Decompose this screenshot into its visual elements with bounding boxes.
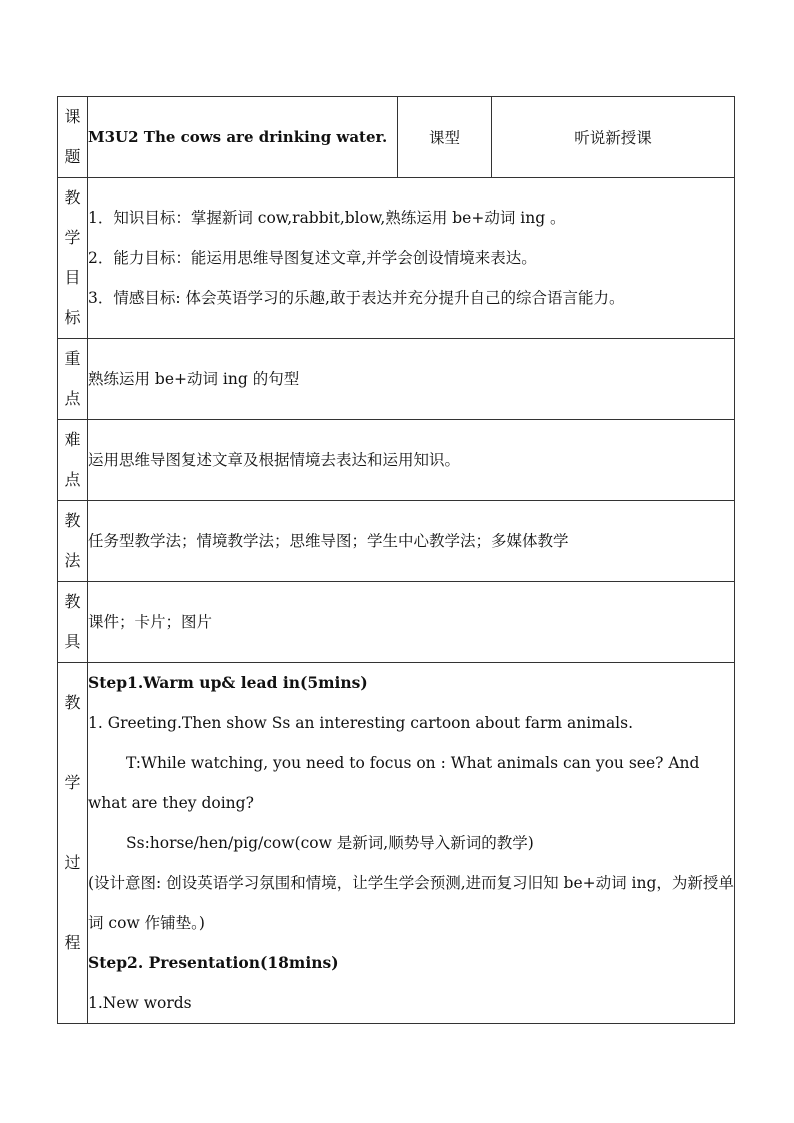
lesson-plan-table: [57, 96, 735, 1024]
objective-knowledge: 1．知识目标：掌握新词 cow,rabbit,blow,熟练运用 be+动词 ing 。: [88, 209, 566, 227]
teacher-prompt: T:While watching, you need to focus on : What animals can you see? And what are they doing?: [88, 754, 700, 812]
step2-heading: Step2. Presentation(18mins): [88, 953, 339, 972]
process-row: [58, 663, 735, 1024]
difficulties-label: 难 点: [58, 420, 88, 501]
objectives-label: 教 学 目 标: [58, 178, 88, 339]
objectives-row: [58, 178, 735, 339]
tools-text: 课件；卡片；图片: [88, 582, 735, 663]
objectives-content: [88, 178, 735, 339]
process-label: 教 学 过 程: [58, 663, 88, 1024]
students-answer: Ss:horse/hen/pig/cow(cow 是新词,顺势导入新词的教学): [126, 834, 534, 852]
difficulties-text: 运用思维导图复述文章及根据情境去表达和运用知识。: [88, 420, 735, 501]
key-points-text: 熟练运用 be+动词 ing 的句型: [88, 339, 735, 420]
step1-heading: Step1.Warm up& lead in(5mins): [88, 673, 368, 692]
new-words-line: 1.New words: [88, 994, 192, 1012]
methods-label: 教 法: [58, 501, 88, 582]
methods-text: 任务型教学法；情境教学法；思维导图；学生中心教学法；多媒体教学: [88, 501, 735, 582]
lesson-type-value: 听说新授课: [492, 97, 735, 178]
tools-label: 教 具: [58, 582, 88, 663]
header-row: [58, 97, 735, 178]
tools-row: [58, 582, 735, 663]
lesson-type-label: 课型: [398, 97, 492, 178]
objective-ability: 2．能力目标：能运用思维导图复述文章,并学会创设情境来表达。: [88, 249, 537, 267]
topic-label: 课 题: [58, 97, 88, 178]
greeting-line: 1. Greeting.Then show Ss an interesting cartoon about farm animals.: [88, 714, 634, 732]
objective-emotion: 3．情感目标: 体会英语学习的乐趣,敢于表达并充分提升自己的综合语言能力。: [88, 289, 625, 307]
lesson-title: M3U2 The cows are drinking water.: [88, 97, 398, 178]
key-points-label: 重 点: [58, 339, 88, 420]
key-points-row: [58, 339, 735, 420]
methods-row: [58, 501, 735, 582]
process-content: [88, 663, 735, 1024]
design-intent-note: (设计意图: 创设英语学习氛围和情境，让学生学会预测,进而复习旧知 be+动词 ing，为新授单词 cow 作铺垫。): [88, 874, 734, 932]
difficulties-row: [58, 420, 735, 501]
